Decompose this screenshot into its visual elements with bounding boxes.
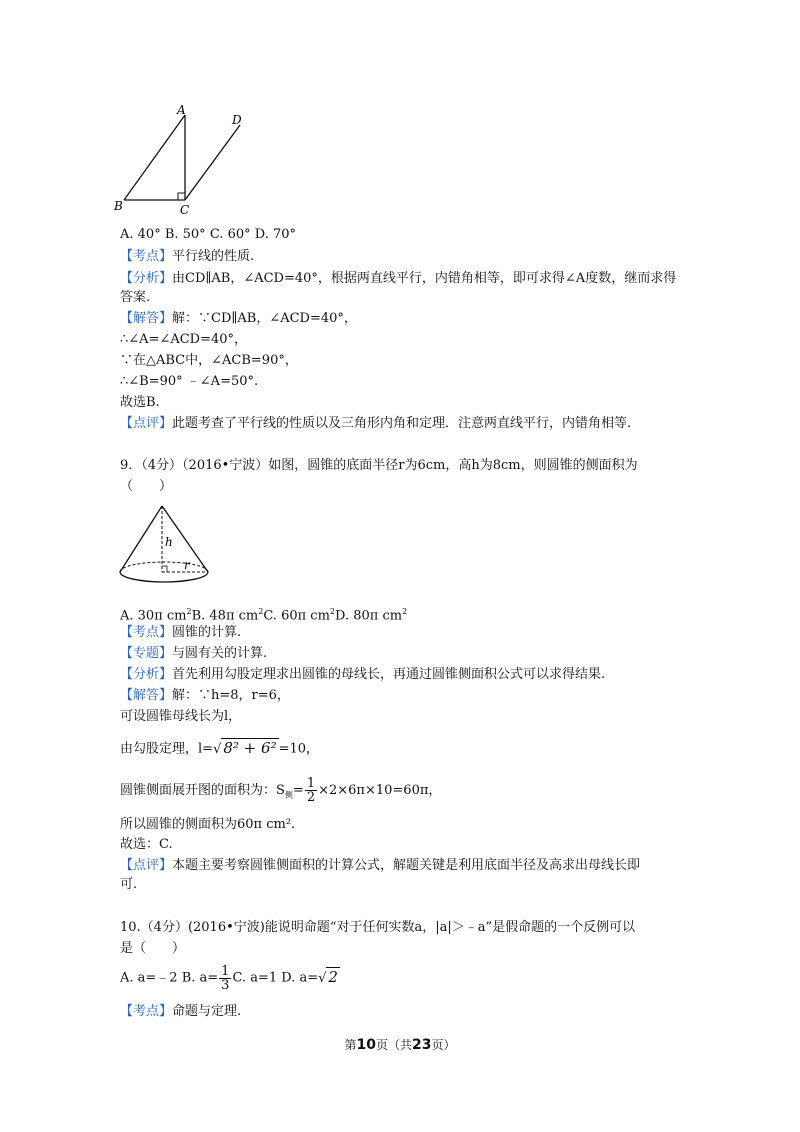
- q10-kaodian: 【考点】命题与定理.: [120, 1004, 242, 1019]
- q8-step-3: ∵在△ABC中，∠ACB=90°，: [120, 353, 298, 368]
- q9-step-4: 圆锥侧面展开图的面积为：$S_侧=$ $\frac{1}{2}$ ×2×6π×10=60π，: [120, 776, 442, 805]
- sqrt-two: √ 2: [318, 968, 338, 986]
- q8-fenxi: 【分析】由CD∥AB，∠ACD=40°，根据两直线平行，内错角相等，即可求得∠A度数，继而求得: [120, 271, 677, 286]
- q10-stem: 10.（4分）(2016•宁波)能说明命题“对于任何实数a，|a|＞﹣a”是假命题的一个反例可以: [120, 920, 636, 935]
- tag-dianping: 【点评】: [120, 416, 173, 431]
- q9-dianping-cont: 可.: [120, 877, 138, 892]
- q8-fenxi-cont: 答案.: [120, 290, 151, 305]
- q9-choice: 故选：C.: [120, 837, 173, 852]
- cone-figure: [116, 500, 216, 590]
- q9-step-3: 由勾股定理，l=√ 8² + 6² =10，: [120, 736, 319, 762]
- tag-fenxi: 【分析】: [120, 271, 173, 286]
- q8-kaodian: 【考点】平行线的性质.: [120, 249, 255, 264]
- q9-jieda: 【解答】解：∵h=8，r=6，: [120, 688, 290, 703]
- tag-kaodian: 【考点】: [120, 249, 173, 264]
- q9-dianping: 【点评】本题主要考察圆锥侧面积的计算公式，解题关键是利用底面半径及高求出母线长即: [120, 858, 641, 873]
- page-number: 10: [356, 1037, 376, 1053]
- q9-zhuanti: 【专题】与圆有关的计算.: [120, 646, 268, 661]
- q9-stem-cont: （ ）: [120, 479, 173, 494]
- sqrt-expression: √ 8² + 6²: [213, 739, 277, 757]
- cone-label-r: r: [184, 558, 190, 572]
- page-total: 23: [412, 1037, 432, 1053]
- page-footer: 第10页（共23页）: [344, 1037, 456, 1053]
- q8-jieda: 【解答】解：∵CD∥AB，∠ACD=40°，: [120, 311, 357, 326]
- q9-stem: 9．（4分）（2016•宁波）如图，圆锥的底面半径r为6cm，高h为8cm，则圆锥的侧面积为: [120, 458, 638, 473]
- geometry-figure-parallel: [112, 100, 252, 220]
- label-a: A: [177, 103, 186, 117]
- q8-step-2: ∴∠A=∠ACD=40°，: [120, 332, 248, 347]
- q8-choice: 故选B.: [120, 395, 160, 410]
- q9-step-2: 可设圆锥母线长为l，: [120, 709, 242, 724]
- label-b: B: [114, 199, 123, 213]
- tag-jieda: 【解答】: [120, 311, 173, 326]
- q8-step-4: ∴∠B=90° ﹣∠A=50°.: [120, 374, 259, 389]
- q10-options: A. a=﹣2 B. a= $\frac{1}{3}$ C. a=1 D. a=√ 2: [120, 961, 340, 995]
- q10-stem-cont: 是（ ）: [120, 941, 186, 956]
- fraction-half: $\frac{1}{2}$: [306, 776, 316, 805]
- q9-step-5: 所以圆锥的侧面积为60π cm².: [120, 817, 296, 832]
- q8-options: A. 40° B. 50° C. 60° D. 70°: [120, 227, 297, 242]
- fraction-third: $\frac{1}{3}$: [221, 963, 230, 993]
- q8-dianping: 【点评】此题考查了平行线的性质以及三角形内角和定理．注意两直线平行，内错角相等.: [120, 416, 632, 431]
- label-c: C: [180, 203, 190, 217]
- q9-kaodian: 【考点】圆锥的计算.: [120, 625, 242, 640]
- cone-label-h: h: [165, 535, 173, 549]
- q9-options: A. 30π $cm^2B$. 48π $cm^2C$. 60π $cm^2D$. 80π $cm^2$: [120, 607, 408, 624]
- q9-fenxi: 【分析】首先利用勾股定理求出圆锥的母线长，再通过圆锥侧面积公式可以求得结果.: [120, 667, 606, 682]
- label-d: D: [232, 113, 242, 127]
